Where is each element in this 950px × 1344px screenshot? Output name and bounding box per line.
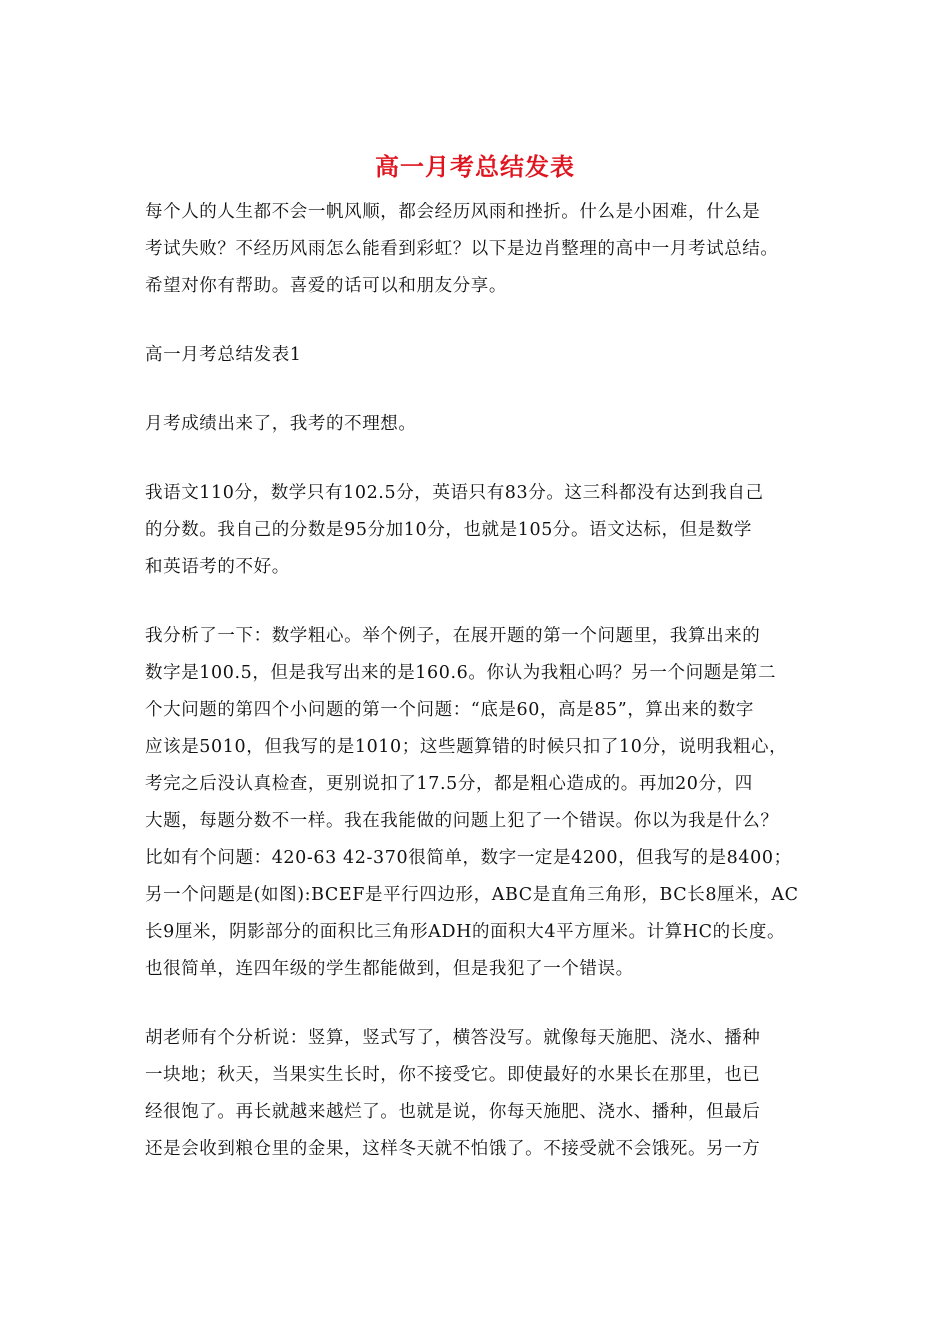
paragraph-line: 一块地；秋天，当果实生长时，你不接受它。即使最好的水果长在那里，也已 (145, 1065, 761, 1085)
intro-line-3: 希望对你有帮助。喜爱的话可以和朋友分享。 (145, 276, 507, 296)
paragraph-line: 经很饱了。再长就越来越烂了。也就是说，你每天施肥、浇水、播种，但最后 (145, 1102, 761, 1122)
paragraph-line: 还是会收到粮仓里的金果，这样冬天就不怕饿了。不接受就不会饿死。另一方 (145, 1139, 761, 1159)
paragraph-line: 个大问题的第四个小问题的第一个问题：“底是60，高是85”，算出来的数字 (145, 700, 755, 720)
paragraph-line: 胡老师有个分析说：竖算，竖式写了，横答没写。就像每天施肥、浇水、播种 (145, 1028, 761, 1048)
paragraph-line: 的分数。我自己的分数是95分加10分，也就是105分。语文达标，但是数学 (145, 520, 753, 540)
paragraph-line: 我分析了一下：数学粗心。举个例子，在展开题的第一个问题里，我算出来的 (145, 626, 761, 646)
intro-line-1: 每个人的人生都不会一帆风顺，都会经历风雨和挫折。什么是小困难，什么是 (145, 202, 761, 222)
paragraph-line: 和英语考的不好。 (145, 557, 290, 577)
section-heading: 高一月考总结发表1 (145, 345, 302, 365)
paragraph-line: 比如有个问题：420-63 42-370很简单，数字一定是4200，但我写的是8400； (145, 848, 792, 868)
paragraph-line: 长9厘米，阴影部分的面积比三角形ADH的面积大4平方厘米。计算HC的长度。 (145, 922, 786, 942)
paragraph-line: 数字是100.5，但是我写出来的是160.6。你认为我粗心吗？另一个问题是第二 (145, 663, 777, 683)
paragraph-line: 也很简单，连四年级的学生都能做到，但是我犯了一个错误。 (145, 959, 634, 979)
intro-line-2: 考试失败？不经历风雨怎么能看到彩虹？以下是边肖整理的高中一月考试总结。 (145, 239, 779, 259)
paragraph-line: 应该是5010，但我写的是1010；这些题算错的时候只扣了10分，说明我粗心， (145, 737, 788, 757)
document-title: 高一月考总结发表 (375, 152, 575, 181)
paragraph-line: 我语文110分，数学只有102.5分，英语只有83分。这三科都没有达到我自己 (145, 483, 764, 503)
paragraph-line: 大题，每题分数不一样。我在我能做的问题上犯了一个错误。你以为我是什么？ (145, 811, 779, 831)
paragraph-line: 另一个问题是(如图):BCEF是平行四边形，ABC是直角三角形，BC长8厘米，AC (145, 885, 799, 905)
paragraph-line: 月考成绩出来了，我考的不理想。 (145, 414, 417, 434)
paragraph-line: 考完之后没认真检查，更别说扣了17.5分，都是粗心造成的。再加20分，四 (145, 774, 753, 794)
